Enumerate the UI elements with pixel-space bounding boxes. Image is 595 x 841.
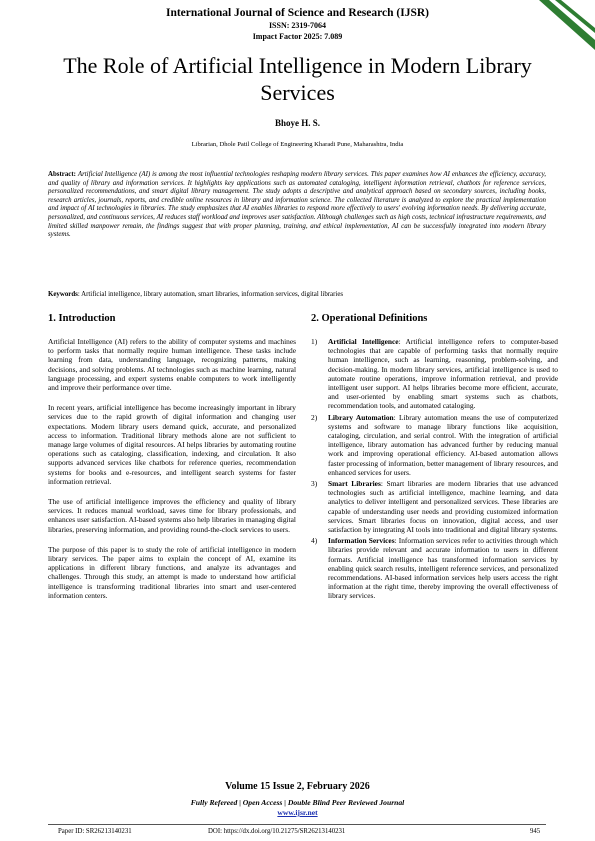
author-affiliation: Librarian, Dhole Patil College of Engineering Kharadi Pune, Maharashtra, India [191, 141, 404, 148]
definition-item [311, 479, 558, 534]
footer-refereed: Fully Refereed | Open Access | Double Blind Peer Reviewed Journal [190, 798, 405, 807]
page-footer [0, 781, 595, 818]
definition-term: Smart Libraries [328, 479, 381, 489]
section-heading-introduction: 1. Introduction [48, 313, 116, 324]
definition-item [311, 536, 558, 600]
intro-paragraph: In recent years, artificial intelligence has become increasingly important in library services due to the rapid growth of digital information and changing user expectations. Modern library users demand quick, accurate, and personalized access to information. Traditional library methods alone are not sufficient to manage large volumes of digital resources. AI helps libraries by automating routine operations such as cataloging, classification, indexing, and circulation. It also supports advanced services like chatbots for reference queries, recommendation systems for books and e-resources, and intelligent search systems for faster information retrieval. [48, 403, 296, 486]
author-name: Bhoye H. S. [274, 118, 320, 128]
ribbon-graphic [525, 0, 595, 60]
journal-name: International Journal of Science and Research (IJSR) [165, 7, 429, 19]
definition-number: 4) [311, 536, 318, 546]
abstract [48, 171, 546, 240]
definition-item [311, 337, 558, 411]
paper-title: The Role of Artificial Intelligence in Modern Library Services [63, 53, 532, 105]
impact-factor: Impact Factor 2025: 7.089 [252, 32, 343, 41]
left-column [48, 313, 296, 611]
abstract-text: Artificial Intelligence (AI) is among the most influential technologies reshaping modern library services. This paper examines how AI enhances the efficiency, accuracy, and quality of library and information services. It highlights key applications such as automated cataloging, intelligent information retrieval, chatbots for reference services, personalized recommendations, and smart digital library management. The study adopts a descriptive and analytical approach based on secondary sources, including books, research articles, journals, reports, and credible online resources in library and information science. The collected literature is analyzed to explore the practical implementation and impact of AI technologies in libraries. The study emphasizes that AI enables libraries to respond more effectively to users' evolving information needs. By delivering accurate, personalized, and continuous services, AI reduces staff workload and improves user satisfaction. Although challenges such as high costs, technical infrastructure requirements, and limited skilled manpower remain, the findings suggest that with proper planning, training, and ethical implementation, AI can be successfully integrated into modern library systems. [48, 171, 546, 239]
journal-issn: ISSN: 2319-7064 [268, 21, 327, 30]
abstract-label: Abstract: [48, 171, 76, 178]
definition-text: : Smart libraries are modern libraries that use advanced technologies such as artificial intelligence, machine learning, and data analytics to deliver intelligent and personalized services. These libraries are capable of understanding user needs and providing customized information services. Smart libraries focus on innovation, digital access, and user satisfaction by integrating AI tools into traditional and digital library systems. [328, 479, 558, 535]
right-column [311, 313, 558, 603]
definitions-list [311, 337, 558, 601]
intro-paragraph: The use of artificial intelligence improves the efficiency and quality of library services. It reduces manual workload, saves time for library professionals, and enhances user satisfaction. AI-based systems also help libraries in managing digital libraries, preserving information, and providing round-the-clock services to users. [48, 497, 296, 534]
footer-divider [48, 824, 546, 825]
doi-link[interactable]: DOI: https://dx.doi.org/10.21275/SR26213140231 [208, 828, 346, 835]
keywords-text: : Artificial intelligence, library automation, smart libraries, information services, digital libraries [77, 291, 344, 298]
definition-term: Information Services [328, 536, 395, 546]
keywords-label: Keywords [48, 291, 78, 298]
intro-paragraph: The purpose of this paper is to study the role of artificial intelligence in modern library services. The paper aims to explain the concept of AI, examine its applications in different library functions, and analyze its advantages and challenges. Through this study, an attempt is made to understand how artificial intelligence is transforming traditional libraries into smart and user-centered information centers. [48, 544, 296, 600]
journal-masthead [0, 6, 595, 42]
definition-text: : Artificial intelligence refers to computer-based technologies that are capable of performing tasks that normally require human intelligence, such as learning, reasoning, problem-solving, and decision-making. In modern library services, artificial intelligence is used to automate routine operations, improve information retrieval, and provide intelligent user support. AI helps libraries become more efficient, accurate, and user-oriented by enabling smart systems such as chatbots, recommendation tools, and automated cataloging. [328, 337, 558, 411]
section-heading-definitions: 2. Operational Definitions [311, 313, 428, 324]
paper-id: Paper ID: SR26213140231 [58, 828, 132, 835]
intro-paragraph: Artificial Intelligence (AI) refers to the ability of computer systems and machines to perform tasks that normally require human intelligence. These tasks include learning from data, understanding language, recognizing patterns, making decisions, and solving problems. AI technologies such as machine learning, natural language processing, and expert systems enable computers to work intelligently and improve their performance over time. [48, 337, 296, 393]
page-number: 945 [530, 828, 541, 835]
definition-term: Artificial Intelligence [328, 337, 399, 346]
title-block [40, 52, 555, 106]
definition-text: : Information services refer to activities through which libraries provide relevant and accurate information to users in different formats. Artificial intelligence has transformed information services by enabling quick search results, intelligent reference services, and personalized recommendations. AI-based information services help users access the right information at the right time, thereby improving the overall effectiveness of library services. [328, 536, 558, 601]
definition-text: : Library automation means the use of computerized systems and software to manage library functions like acquisition, cataloging, circulation, and serial control. With the integration of artificial intelligence, library automation has advanced further by reducing manual work and improving operational efficiency. AI-based automation allows faster processing of information, better management of library resources, and enhanced services for users. [328, 412, 558, 477]
corner-ribbon [525, 0, 595, 60]
definition-item [311, 413, 558, 477]
journal-website-link[interactable]: www.ijsr.net [277, 808, 318, 817]
definition-number: 1) [311, 337, 318, 346]
definition-number: 3) [311, 479, 318, 489]
footer-volume: Volume 15 Issue 2, February 2026 [225, 781, 370, 792]
definition-term: Library Automation [328, 412, 394, 422]
keywords [48, 290, 546, 299]
definition-number: 2) [311, 412, 318, 422]
